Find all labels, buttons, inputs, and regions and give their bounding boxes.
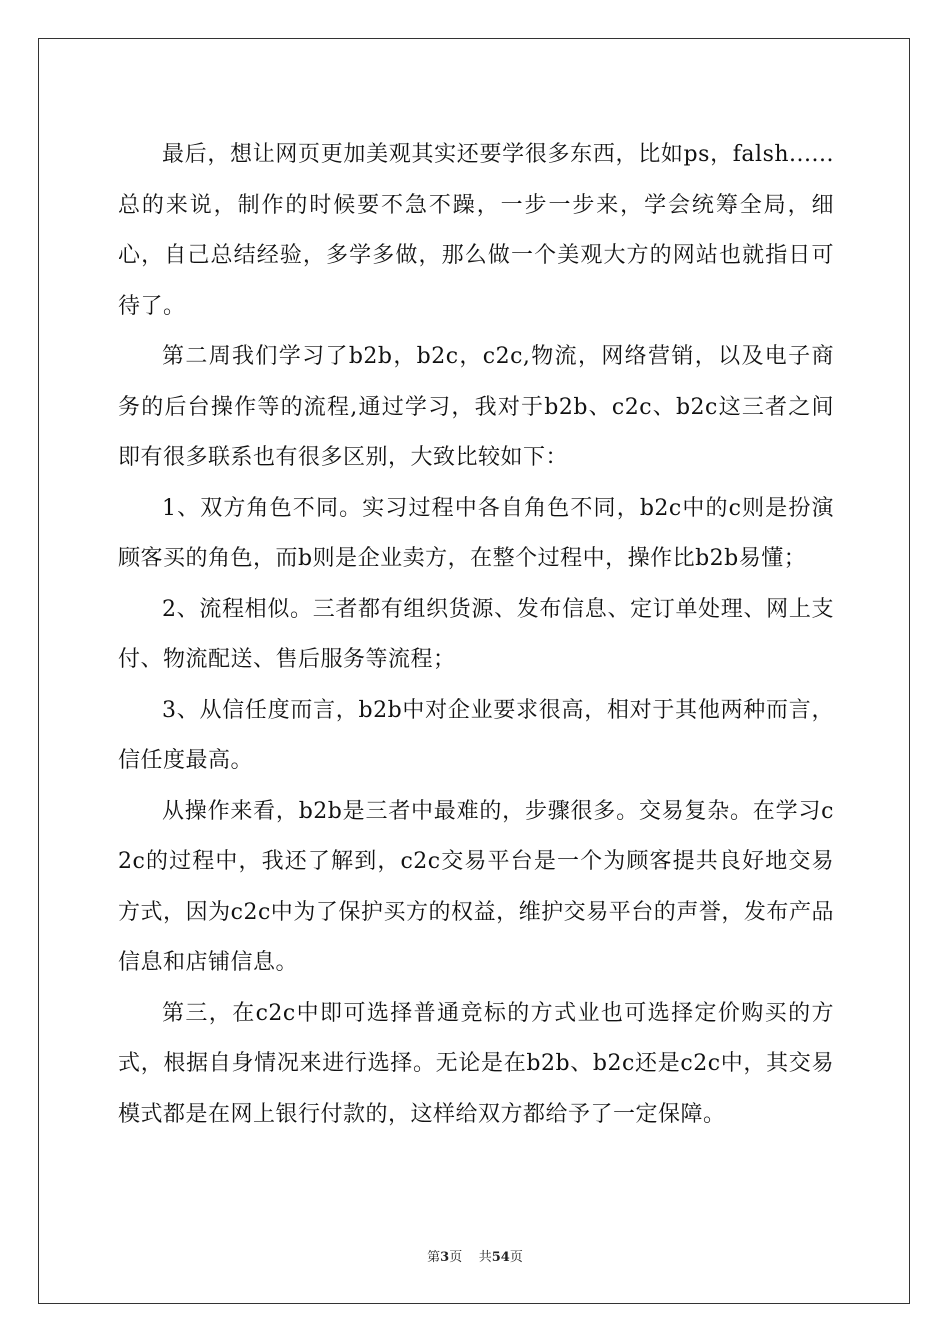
paragraph-7: 第三，在c2c中即可选择普通竞标的方式业也可选择定价购买的方式，根据自身情况来进行选择。无论是在b2b、b2c还是c2c中，其交易模式都是在网上银行付款的，这样给双方都给予了一定保障。: [118, 1000, 834, 1127]
paragraph-5: 3、从信任度而言，b2b中对企业要求很高，相对于其他两种而言，信任度最高。: [118, 697, 834, 773]
document-body: [118, 130, 834, 1140]
paragraph-4: 2、流程相似。三者都有组织货源、发布信息、定订单处理、网上支付、物流配送、售后服务等流程；: [118, 596, 834, 672]
paragraph-2: 第二周我们学习了b2b，b2c，c2c,物流，网络营销，以及电子商务的后台操作等的流程,通过学习，我对于b2b、c2c、b2c这三者之间即有很多联系也有很多区别，大致比较如下：: [118, 344, 834, 470]
paragraph-6: 从操作来看，b2b是三者中最难的，步骤很多。交易复杂。在学习c2c的过程中，我还了解到，c2c交易平台是一个为顾客提共良好地交易方式，因为c2c中为了保护买方的权益，维护交易平台的声誉，发布产品信息和店铺信息。: [118, 798, 834, 975]
page-footer: [0, 1246, 950, 1265]
total-suffix: 页: [509, 1250, 523, 1265]
page-suffix: 页: [449, 1250, 463, 1265]
paragraph-1: 最后，想让网页更加美观其实还要学很多东西，比如ps，falsh......总的来说，制作的时候要不急不躁，一步一步来，学会统筹全局，细心，自己总结经验，多学多做，那么做一个美观大方的网站也就指日可待了。: [118, 142, 834, 319]
total-pages: 54: [491, 1250, 510, 1265]
page-number: 3: [440, 1250, 450, 1265]
total-prefix: 共: [478, 1250, 492, 1265]
page-prefix: 第: [427, 1250, 441, 1265]
paragraph-3: 1、双方角色不同。实习过程中各自角色不同，b2c中的c则是扮演顾客买的角色，而b则是企业卖方，在整个过程中，操作比b2b易懂；: [118, 495, 834, 571]
